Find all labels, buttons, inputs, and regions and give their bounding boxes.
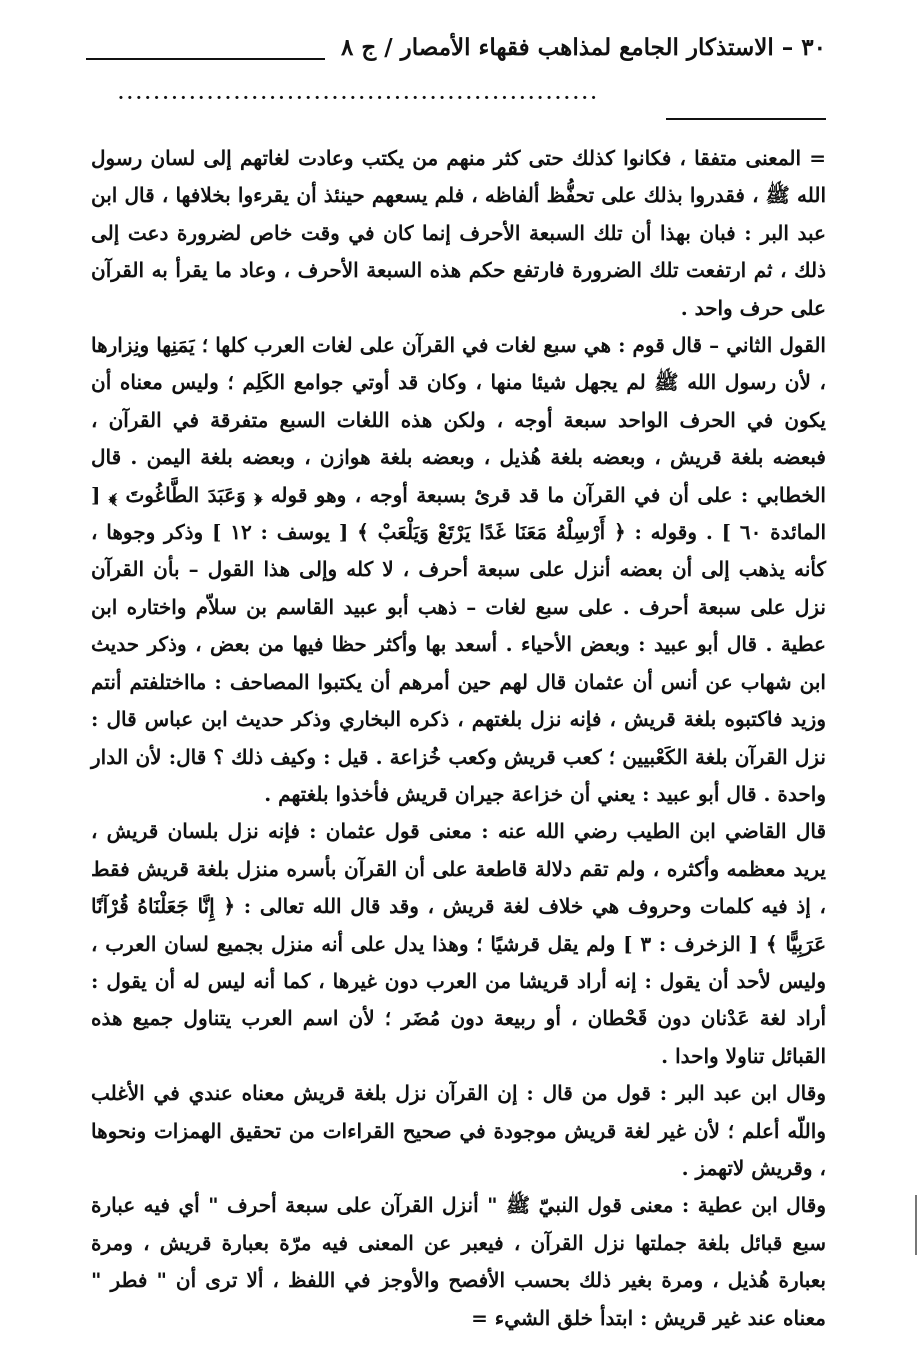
paragraph-ibn-abd-al-barr: وقال ابن عبد البر : قول من قال : إن القرآن نزل بلغة قريش معناه عندي في الأغلب واللّه أعلم ؛ لأن غير لغة قريش موجودة في صحيح القراءات من تحقيق الهمزات ونحوها ، وقريش لاتهمز .: [91, 1081, 826, 1180]
paragraph-ibn-atiyya: وقال ابن عطية : معنى قول النبيّ ﷺ " أنزل القرآن على سبعة أحرف " أي فيه عبارة سبع قبائل بلغة جملتها نزل القرآن ، فيعبر عن المعنى فيه مرّة بعبارة قريش ، ومرة بعبارة هُذيل ، ومرة بغير ذلك بحسب الأفصح والأوجز في اللفظ ، ألا ترى أن " فطر " معناه عند غير قريش : ابتدأ خلق الشيء =: [91, 1193, 826, 1330]
paragraph-second-opinion: القول الثاني – قال قوم : هي سبع لغات في القرآن على لغات العرب كلها ؛ يَمَنِها ونِزارها ، لأن رسول الله ﷺ لم يجهل شيئا منها ، وكان قد أوتي جوامع الكَلِم ؛ وليس معناه أن يكون في الحرف الواحد سبعة أوجه ، ولكن هذه اللغات السبع متفرقة في القرآن ، فبعضه بلغة قريش ، وبعضه بلغة هُذيل ، وبعضه بلغة هوازن ، وبعضه بلغة اليمن . قال الخطابي : على أن في القرآن ما قد قرئ بسبعة أوجه ، وهو قوله ﴿ وَعَبَدَ الطَّاغُوتَ ﴾ [ المائدة ٦٠ ] . وقوله : ﴿ أَرْسِلْهُ مَعَنَا غَدًا يَرْتَعْ وَيَلْعَبْ ﴾ [ يوسف : ١٢ ] وذكر وجوها ، كأنه يذهب إلى أن بعضه أنزل على سبعة أحرف ، لا كله وإلى هذا القول – بأن القرآن نزل على سبعة أحرف . على سبع لغات – ذهب أبو عبيد القاسم بن سلاّم واختاره ابن عطية . قال أبو عبيد : وبعض الأحياء . أسعد بها وأكثر حظا فيها من بعض ، وذكر حديث ابن شهاب عن أنس أن عثمان قال لهم حين أمرهم أن يكتبوا المصاحف : مااختلفتم أنتم وزيد فاكتبوه بلغة قريش ، فإنه نزل بلغتهم ، ذكره البخاري وذكر حديث ابن عباس قال : نزل القرآن بلغة الكَعْبيين ؛ كعب قريش وكعب خُزاعة . قيل : وكيف ذلك ؟ قال: لأن الدار واحدة . قال أبو عبيد : يعني أن خزاعة جيران قريش فأخذوا بلغتهم .: [91, 333, 826, 806]
scan-edge-mark: [915, 1195, 917, 1255]
separator-dots: ......................................................: [118, 84, 600, 104]
footnote-separator-rule: [666, 118, 826, 120]
page-header: [86, 18, 826, 68]
running-head: ٣٠ – الاستذكار الجامع لمذاهب فقهاء الأمصار / ج ٨: [341, 34, 826, 61]
main-text: [91, 140, 826, 1337]
paragraph-qadi-ibn-tayyib: قال القاضي ابن الطيب رضي الله عنه : معنى قول عثمان : فإنه نزل بلسان قريش ، يريد معظمه وأكثره ، ولم تقم دلالة قاطعة على أن القرآن بأسره منزل بلغة قريش فقط ، إذ فيه كلمات وحروف هي خلاف لغة قريش ، وقد قال الله تعالى : ﴿ إِنَّا جَعَلْنَاهُ قُرْآنًا عَرَبِيًّا ﴾ [ الزخرف : ٣ ] ولم يقل قرشيًا ؛ وهذا يدل على أنه منزل بجميع لسان العرب ، وليس لأحد أن يقول : إنه أراد قريشا من العرب دون غيرها ، كما أنه ليس له أن يقول : أراد لغة عَدْنان دون قَحْطان ، أو ربيعة دون مُضَر ؛ لأن اسم العرب يتناول جميع هذه القبائل تناولا واحدا .: [91, 819, 827, 1068]
header-rule: [86, 58, 325, 60]
paragraph-continuation: = المعنى متفقا ، فكانوا كذلك حتى كثر منهم من يكتب وعادت لغاتهم إلى لسان رسول الله ﷺ ، فقدروا بذلك على تحفُّظ ألفاظه ، فلم يسعهم حينئذ أن يقرءوا بخلافها ، قال ابن عبد البر : فبان بهذا أن تلك السبعة الأحرف إنما كان في وقت خاص لضرورة دعت إلى ذلك ، ثم ارتفعت تلك الضرورة فارتفع حكم هذه السبعة الأحرف ، وعاد ما يقرأ به القرآن على حرف واحد .: [91, 146, 826, 320]
